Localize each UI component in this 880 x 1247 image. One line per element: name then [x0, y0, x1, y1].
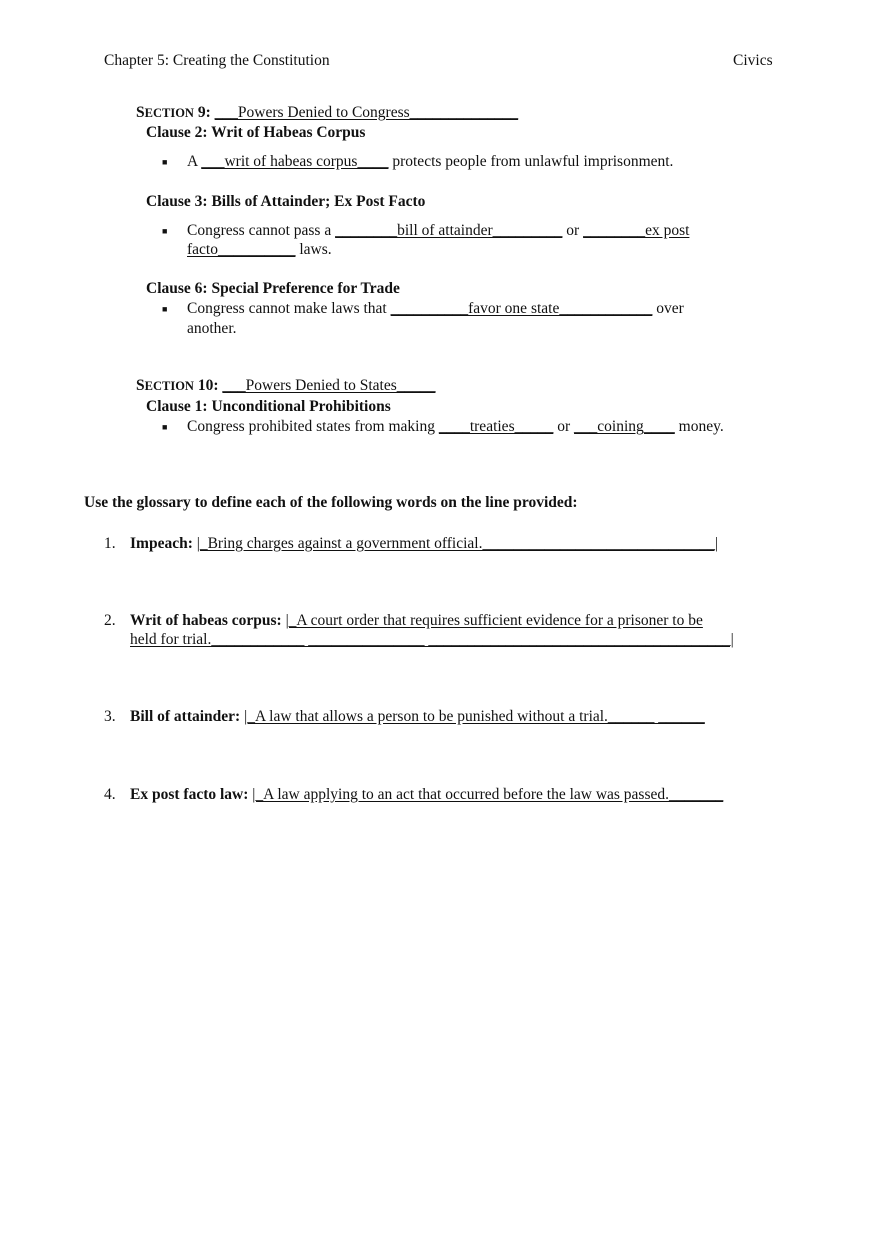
clause-1-answer-2: ___coining____	[574, 418, 675, 435]
clause-2-bullet	[187, 153, 673, 171]
section-10-initial: S	[136, 377, 145, 394]
glossary-item-4	[130, 786, 723, 804]
clause-3-bullet-line1	[187, 222, 689, 240]
glossary-item-3-definition: |_A law that allows a person to be punished without a trial.______ ______	[244, 708, 705, 725]
bullet-icon: ■	[162, 226, 168, 236]
bullet-icon: ■	[162, 157, 168, 167]
clause-1-bullet	[187, 418, 724, 436]
section-10-label: ECTION	[144, 379, 194, 393]
clause-3-text-mid: or	[562, 222, 584, 239]
bullet-icon: ■	[162, 422, 168, 432]
clause-1-text-pre: Congress prohibited states from making	[187, 418, 439, 435]
glossary-item-4-term: Ex post facto law:	[130, 786, 249, 803]
bullet-icon: ■	[162, 304, 168, 314]
clause-6-bullet-line2: another.	[187, 320, 237, 337]
header-chapter-title: Chapter 5: Creating the Constitution	[104, 52, 330, 69]
clause-1-text-mid: or	[553, 418, 575, 435]
section-9-label: ECTION	[144, 106, 194, 120]
clause-2-heading: Clause 2: Writ of Habeas Corpus	[146, 124, 366, 141]
section-9-heading	[136, 104, 518, 122]
glossary-item-2-line1	[130, 612, 703, 630]
clause-6-answer: __________favor one state____________	[390, 300, 653, 317]
section-10-title: ___Powers Denied to States_____	[222, 377, 436, 394]
clause-3-answer-1: ________bill of attainder_________	[335, 222, 563, 239]
header-subject: Civics	[733, 52, 773, 69]
glossary-item-2-definition-a: |_A court order that requires sufficient evidence for a prisoner to be	[285, 612, 703, 629]
glossary-instruction: Use the glossary to define each of the following words on the line provided:	[84, 494, 578, 511]
glossary-item-3	[130, 708, 705, 726]
clause-6-heading: Clause 6: Special Preference for Trade	[146, 280, 400, 297]
clause-3-text-post: laws.	[295, 241, 332, 258]
clause-3-answer-2a: ________ex post	[583, 222, 690, 239]
clause-2-answer: ___writ of habeas corpus____	[201, 153, 389, 170]
clause-2-text-post: protects people from unlawful imprisonment.	[388, 153, 674, 170]
glossary-item-2-term: Writ of habeas corpus:	[130, 612, 282, 629]
section-10-number: 10:	[197, 377, 219, 394]
section-9-initial: S	[136, 104, 145, 121]
glossary-item-2-number: 2.	[104, 612, 116, 629]
clause-1-answer-1: ____treaties_____	[438, 418, 554, 435]
glossary-item-1-definition: |_Bring charges against a government official.______________________________|	[196, 535, 719, 552]
glossary-item-1-term: Impeach:	[130, 535, 193, 552]
clause-6-text-post: over	[652, 300, 684, 317]
section-9-title: ___Powers Denied to Congress______________	[214, 104, 519, 121]
section-10-heading	[136, 377, 435, 395]
clause-3-text-pre: Congress cannot pass a	[187, 222, 336, 239]
clause-1-heading: Clause 1: Unconditional Prohibitions	[146, 398, 391, 415]
glossary-item-4-definition: |_A law applying to an act that occurred before the law was passed._______	[252, 786, 724, 803]
section-9-number: 9:	[197, 104, 211, 121]
clause-3-bullet-line2	[187, 241, 332, 259]
clause-6-bullet-line1	[187, 300, 684, 318]
glossary-item-4-number: 4.	[104, 786, 116, 803]
clause-2-text-pre: A	[187, 153, 202, 170]
clause-6-text-pre: Congress cannot make laws that	[187, 300, 391, 317]
glossary-item-3-number: 3.	[104, 708, 116, 725]
glossary-item-2-definition-b: held for trial.____________ _______________ _______________________________________|	[130, 631, 734, 648]
glossary-item-1	[130, 535, 718, 553]
clause-3-heading: Clause 3: Bills of Attainder; Ex Post Facto	[146, 193, 426, 210]
glossary-item-1-number: 1.	[104, 535, 116, 552]
clause-1-text-post: money.	[674, 418, 724, 435]
clause-3-answer-2b: facto__________	[187, 241, 296, 258]
glossary-item-3-term: Bill of attainder:	[130, 708, 241, 725]
